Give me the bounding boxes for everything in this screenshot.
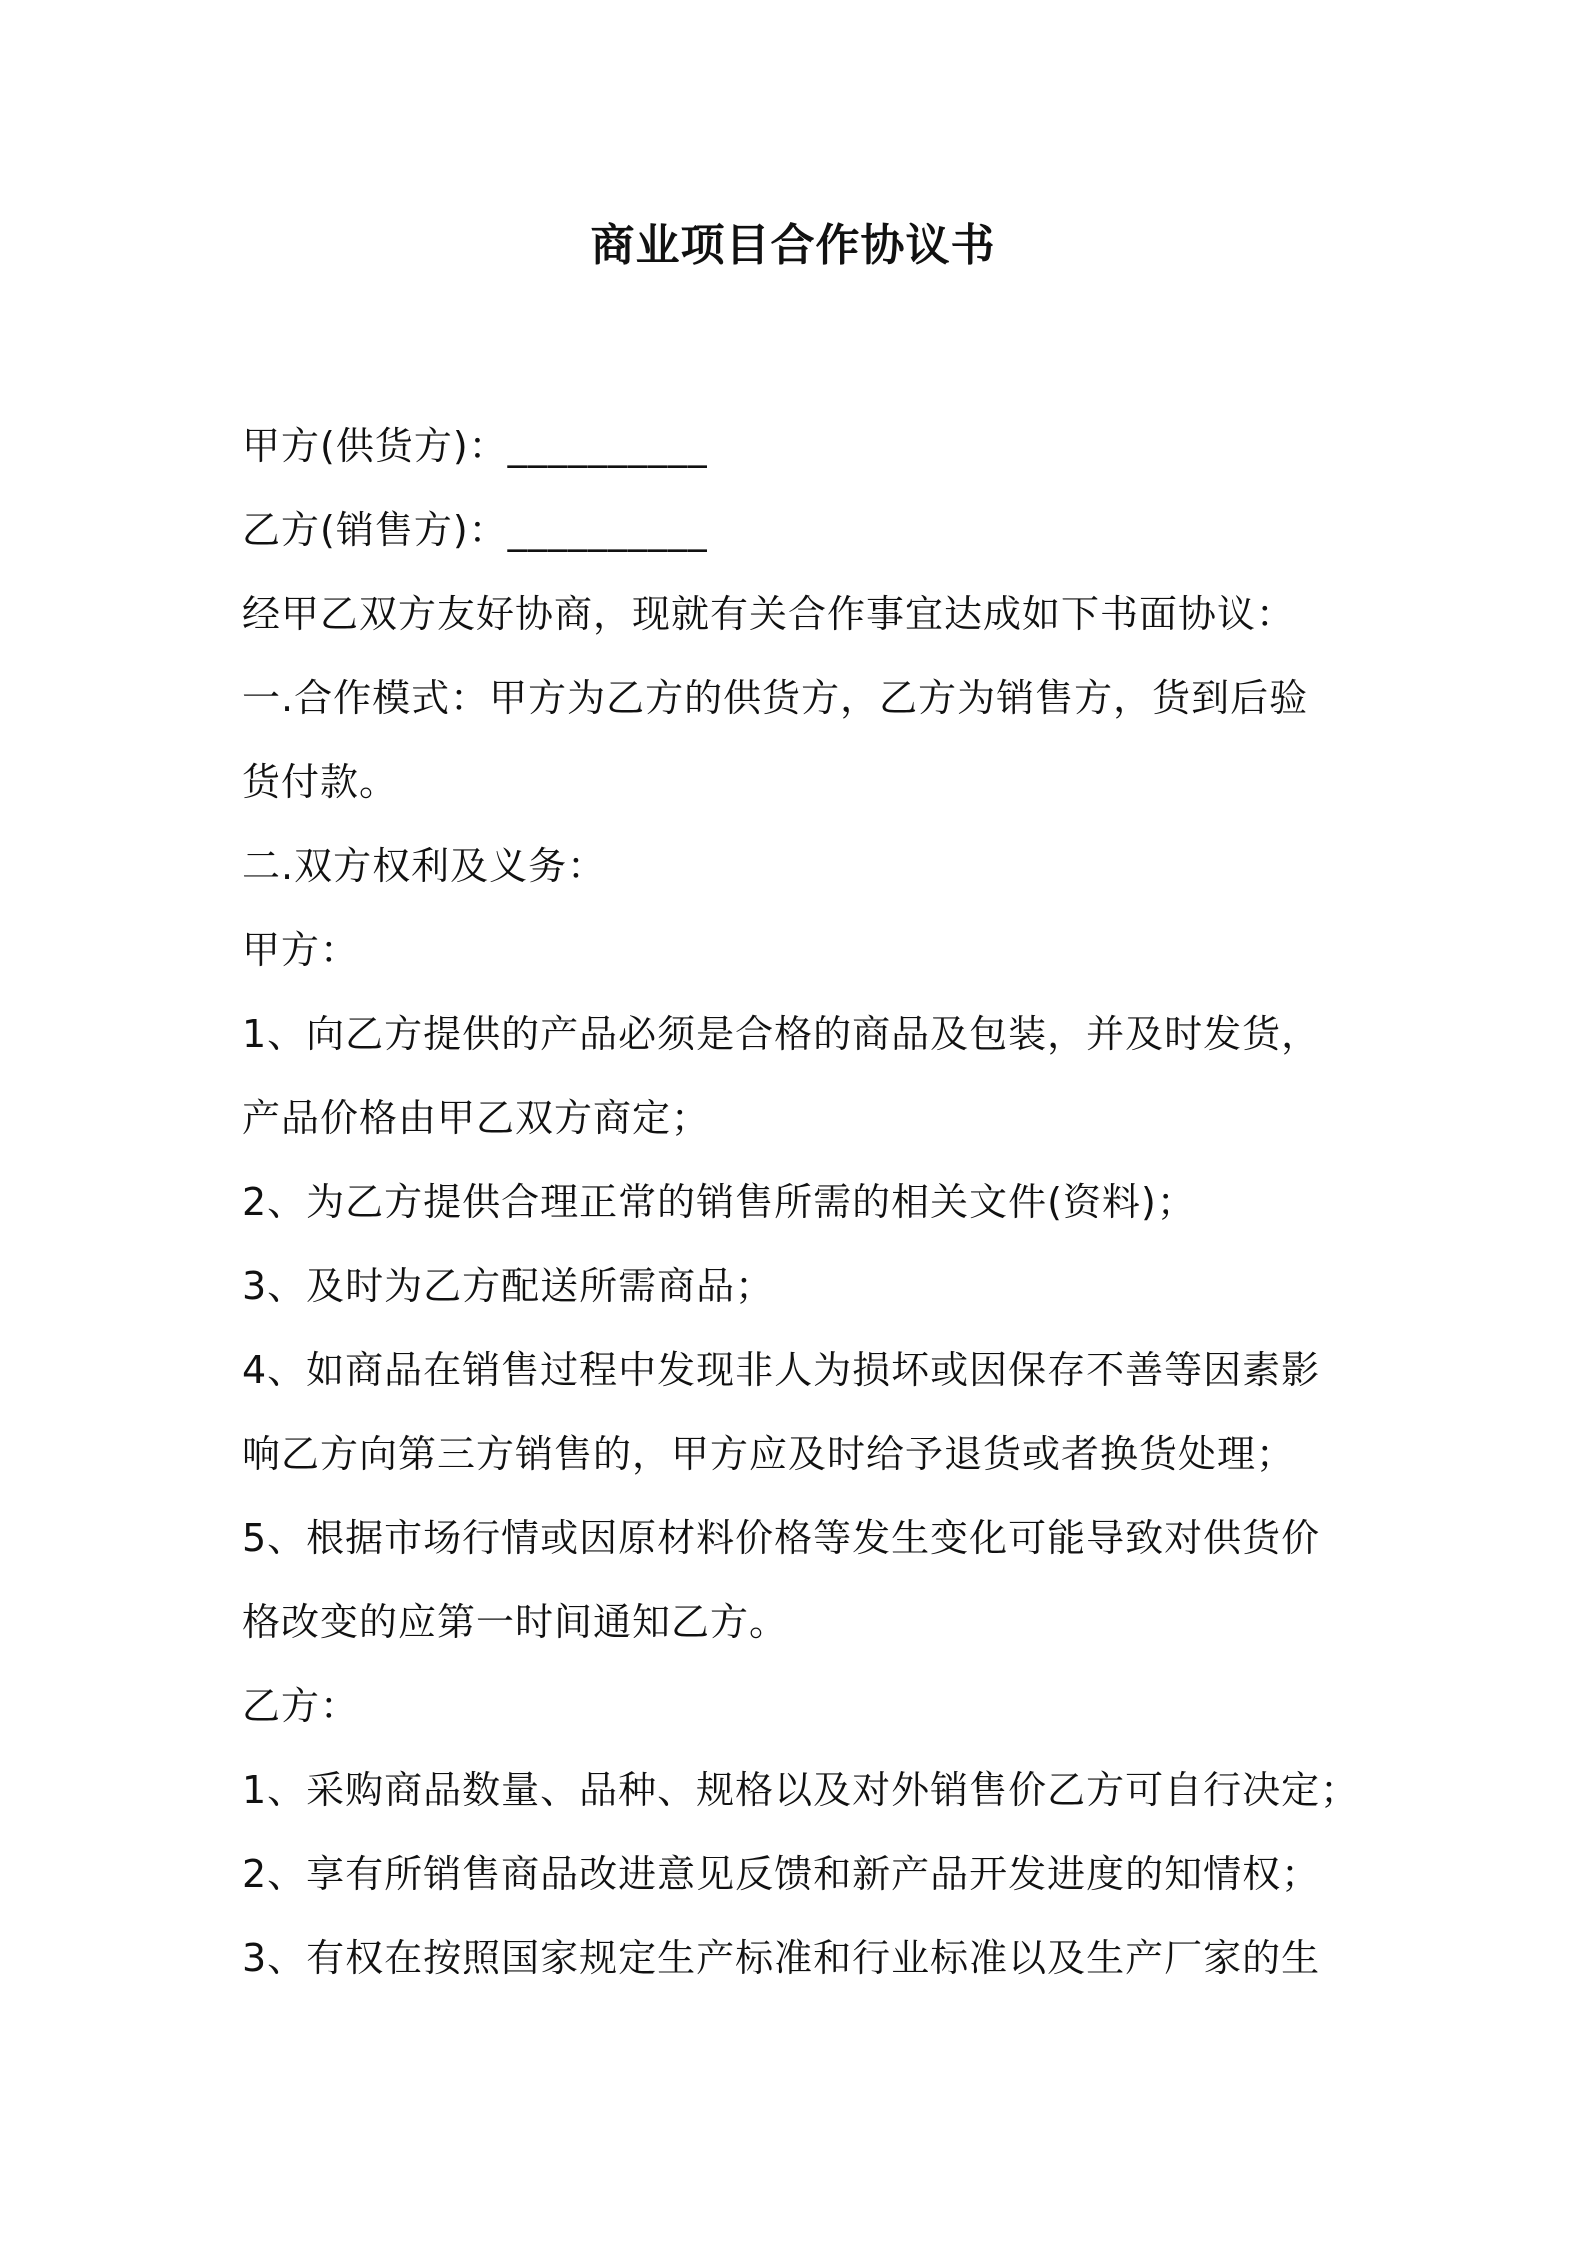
party-b-item-3: 3、有权在按照国家规定生产标准和行业标准以及生产厂家的生 (242, 1936, 1321, 1980)
party-b-item-2: 2、享有所销售商品改进意见反馈和新产品开发进度的知情权； (242, 1852, 1321, 1896)
party-a-item-1: 产品价格由甲乙双方商定； (242, 1096, 711, 1140)
document-body (242, 404, 1382, 2000)
document-title: 商业项目合作协议书 (590, 220, 996, 271)
clause-1-line: 一.合作模式：甲方为乙方的供货方，乙方为销售方，货到后验 (242, 676, 1309, 720)
clause-2-heading: 二.双方权利及义务： (242, 844, 607, 888)
party-a-item-2: 2、为乙方提供合理正常的销售所需的相关文件(资料)； (242, 1180, 1196, 1224)
party-b-item-1: 1、采购商品数量、品种、规格以及对外销售价乙方可自行决定； (242, 1768, 1360, 1812)
party-a-item-5: 5、根据市场行情或因原材料价格等发生变化可能导致对供货价 (242, 1516, 1321, 1560)
party-b-line: 乙方(销售方)：__________ (242, 508, 708, 552)
party-a-heading: 甲方： (242, 928, 360, 972)
party-a-item-4: 响乙方向第三方销售的，甲方应及时给予退货或者换货处理； (242, 1432, 1296, 1476)
party-a-item-4: 4、如商品在销售过程中发现非人为损坏或因保存不善等因素影 (242, 1348, 1321, 1392)
party-b-heading: 乙方： (242, 1684, 360, 1728)
party-a-item-3: 3、及时为乙方配送所需商品； (242, 1264, 775, 1308)
party-a-item-1: 1、向乙方提供的产品必须是合格的商品及包装，并及时发货， (242, 1012, 1321, 1056)
preamble-line: 经甲乙双方友好协商，现就有关合作事宜达成如下书面协议： (242, 592, 1296, 636)
party-a-line: 甲方(供货方)：__________ (242, 424, 708, 468)
clause-1-line: 货付款。 (242, 760, 399, 804)
party-a-item-5: 格改变的应第一时间通知乙方。 (242, 1600, 789, 1644)
